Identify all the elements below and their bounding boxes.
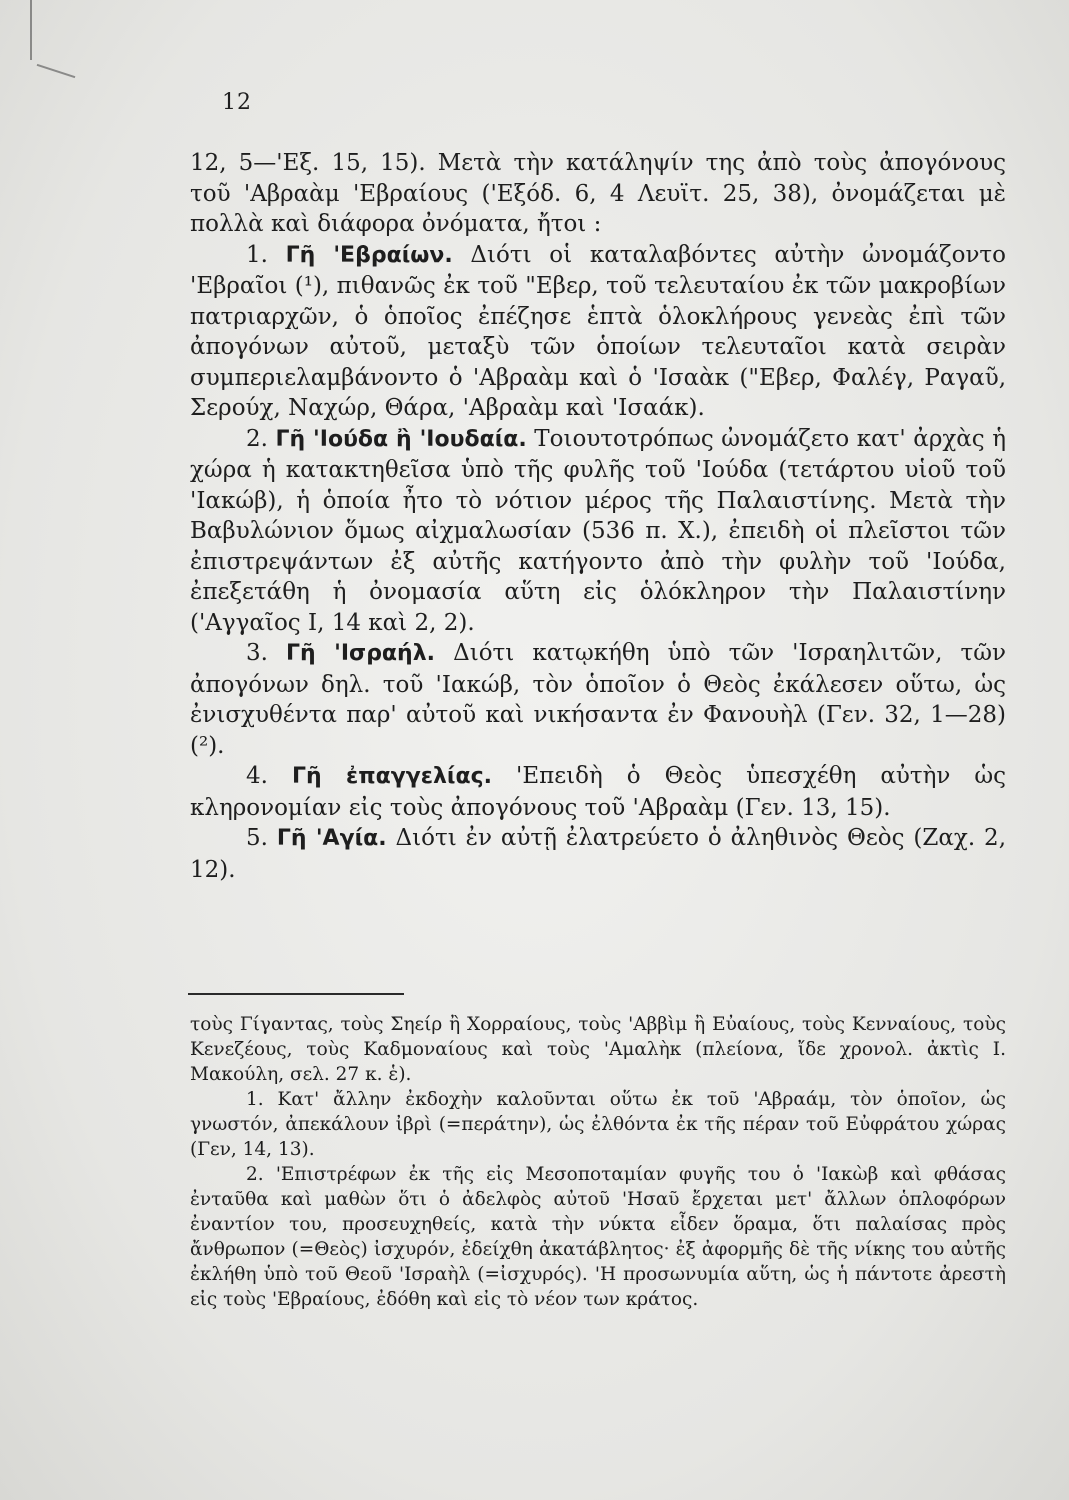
scan-mark <box>30 0 32 60</box>
footnote-divider <box>188 993 404 995</box>
section-number: 5. <box>246 825 268 851</box>
section-paragraph <box>190 424 1006 639</box>
section-text: Διότι ἐν αὐτῇ ἐλατρεύετο ὁ ἀληθινὸς Θεὸς (Ζαχ. 2, 12). <box>190 825 1007 883</box>
section-text: 'Επειδὴ ὁ Θεὸς ὑπεσχέθη αὐτὴν ὡς κληρονομίαν εἰς τοὺς ἀπογόνους τοῦ 'Αβραὰμ (Γεν. 13, 15). <box>190 763 1007 821</box>
footnotes <box>190 1012 1006 1312</box>
section-number: 1. <box>246 241 268 268</box>
section-number: 2. <box>246 425 268 452</box>
section-text: Διότι οἱ καταλαβόντες αὐτὴν ὠνομάζοντο 'Εβραῖοι (¹), πιθανῶς ἐκ τοῦ "Εβερ, τοῦ τελευταίου ἐκ τῶν μακροβίων πατριαρχῶν, ὁ ὁποῖος ἐπέζησε ἑπτὰ ὁλοκλήρους γενεὰς ἐπὶ τῶν ἀπογόνων αὐτοῦ, μεταξὺ τῶν ὁποίων τελευταῖοι κατὰ σειρὰν συμπεριελαμβάνοντο ὁ 'Αβραὰμ καὶ ὁ 'Ισαὰκ ("Εβερ, Φαλέγ, Ραγαῦ, Σερούχ, Ναχώρ, Θάρα, 'Αβραὰμ καὶ 'Ισαάκ). <box>190 241 1007 421</box>
section-heading: Γῆ 'Ισραήλ. <box>286 641 435 666</box>
section-paragraph <box>190 240 1006 424</box>
section-paragraph <box>190 823 1006 885</box>
scan-mark <box>37 64 76 78</box>
section-number: 3. <box>246 640 268 666</box>
footnote-2: 2. 'Επιστρέφων ἐκ τῆς εἰς Μεσοποταμίαν φυγῆς του ὁ 'Ιακὼβ καὶ φθάσας ἐνταῦθα καὶ μαθὼν ὅτι ὁ ἀδελφὸς αὐτοῦ 'Ησαῦ ἔρχεται μετ' ἄλλων ὁπλοφόρων ἐναντίον του, προσευχηθείς, κατὰ τὴν νύκτα εἶδεν ὅραμα, ὅτι παλαίσας πρὸς ἄνθρωπον (=Θεὸς) ἰσχυρόν, ἐδείχθη ἀκατάβλητος· ἐξ ἀφορμῆς δὲ τῆς νίκης του αὐτῆς ἐκλήθη ὑπὸ τοῦ Θεοῦ 'Ισραὴλ (=ἰσχυρός). 'Η προσωνυμία αὕτη, ὡς ἡ πάντοτε ἀρεστὴ εἰς τοὺς 'Εβραίους, ἐδόθη καὶ εἰς τὸ νέον των κράτος. <box>190 1164 1006 1310</box>
section-paragraph <box>190 761 1006 823</box>
section-text: Διότι κατῳκήθη ὑπὸ τῶν 'Ισραηλιτῶν, τῶν ἀπογόνων δηλ. τοῦ 'Ιακώβ, τὸν ὁποῖον ὁ Θεὸς ἐκάλεσεν οὕτω, ὡς ἐνισχυθέντα παρ' αὐτοῦ καὶ νικήσαντα ἐν Φανουὴλ (Γεν. 32, 1—28) (²). <box>190 640 1007 759</box>
section-paragraph <box>190 638 1006 761</box>
intro-paragraph: 12, 5—'Εξ. 15, 15). Μετὰ τὴν κατάληψίν της ἀπὸ τοὺς ἀπογόνους τοῦ 'Αβραὰμ 'Εβραίους ('Εξόδ. 6, 4 Λευϊτ. 25, 38), ὀνομάζεται μὲ πολλὰ καὶ διάφορα ὀνόματα, ἤτοι : <box>190 150 1006 237</box>
page-number: 12 <box>222 90 252 115</box>
section-heading: Γῆ 'Ιούδα ἢ 'Ιουδαία. <box>275 426 527 452</box>
footnote-continuation: τοὺς Γίγαντας, τοὺς Σηείρ ἢ Χορραίους, τοὺς 'Αββὶμ ἢ Εὐαίους, τοὺς Κενναίους, τοὺς Κενεζέους, τοὺς Καδμοναίους καὶ τοὺς 'Αμαλὴκ (πλείονα, ἴδε χρονολ. ἀκτὶς Ι. Μακούλη, σελ. 27 κ. ἑ). <box>190 1014 1006 1085</box>
section-heading: Γῆ 'Αγία. <box>276 826 387 851</box>
section-heading: Γῆ ἐπαγγελίας. <box>291 764 492 789</box>
section-text: Τοιουτοτρόπως ὠνομάζετο κατ' ἀρχὰς ἡ χώρα ἡ κατακτηθεῖσα ὑπὸ τῆς φυλῆς τοῦ 'Ιούδα (τετάρτου υἱοῦ τοῦ 'Ιακώβ), ἡ ὁποία ἦτο τὸ νότιον μέρος τῆς Παλαιστίνης. Μετὰ τὴν Βαβυλώνιον ὅμως αἰχμαλωσίαν (536 π. Χ.), ἐπειδὴ οἱ πλεῖστοι τῶν ἐπιστρεψάντων ἐξ αὐτῆς κατήγοντο ἀπὸ τὴν φυλὴν τοῦ 'Ιούδα, ἐπεξετάθη ἡ ὀνομασία αὕτη εἰς ὁλόκληρον τὴν Παλαιστίνην ('Αγγαῖος Ι, 14 καὶ 2, 2). <box>190 425 1006 636</box>
main-text <box>190 148 1006 885</box>
section-number: 4. <box>246 763 268 789</box>
footnote-1: 1. Κατ' ἄλλην ἐκδοχὴν καλοῦνται οὕτω ἐκ τοῦ 'Αβραάμ, τὸν ὁποῖον, ὡς γνωστόν, ἀπεκάλουν ἰβρὶ (=περάτην), ὡς ἐλθόντα ἐκ τῆς πέραν τοῦ Εὐφράτου χώρας (Γεν, 14, 13). <box>190 1089 1006 1160</box>
section-heading: Γῆ 'Εβραίων. <box>285 242 453 268</box>
